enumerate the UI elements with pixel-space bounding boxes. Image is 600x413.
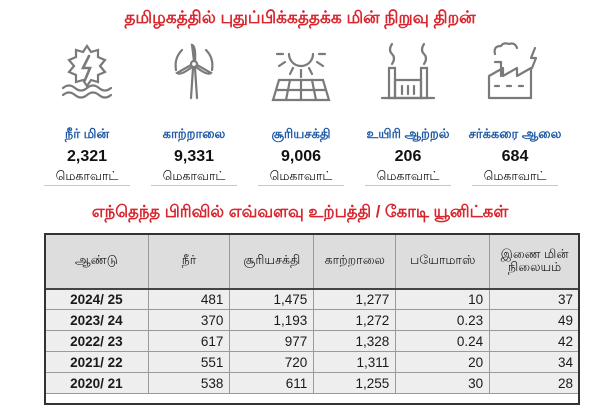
value-cell: 20 bbox=[396, 352, 490, 373]
value-cell: 0.23 bbox=[396, 310, 490, 331]
card-value: 9,006 bbox=[280, 148, 322, 165]
divider bbox=[472, 185, 558, 186]
card-unit: மெகாவாட் bbox=[55, 169, 119, 183]
divider bbox=[151, 185, 237, 186]
year-cell: 2020/ 21 bbox=[45, 373, 149, 394]
value-cell: 370 bbox=[148, 310, 230, 331]
year-cell: 2024/ 25 bbox=[45, 289, 149, 310]
biomass-plant-icon bbox=[378, 40, 438, 102]
divider bbox=[44, 185, 130, 186]
divider bbox=[258, 185, 344, 186]
card-label: சர்க்கரை ஆலை bbox=[468, 126, 562, 141]
hydro-power-icon bbox=[57, 40, 117, 102]
table-body bbox=[45, 289, 580, 394]
card-unit: மெகாவாட் bbox=[162, 169, 226, 183]
value-cell: 49 bbox=[490, 310, 580, 331]
value-cell: 1,193 bbox=[230, 310, 314, 331]
col-header-solar: சூரியசக்தி bbox=[230, 234, 314, 289]
value-cell: 720 bbox=[230, 352, 314, 373]
card-sugar-mill bbox=[464, 38, 566, 188]
col-header-year: ஆண்டு bbox=[45, 234, 149, 289]
value-cell: 42 bbox=[490, 331, 580, 352]
value-cell: 617 bbox=[148, 331, 230, 352]
col-header-cogen: இணை மின் நிலையம் bbox=[490, 234, 580, 289]
value-cell: 977 bbox=[230, 331, 314, 352]
card-value: 206 bbox=[394, 148, 422, 165]
value-cell: 1,272 bbox=[314, 310, 396, 331]
value-cell: 1,255 bbox=[314, 373, 396, 394]
card-hydro bbox=[36, 38, 138, 188]
sugar-factory-icon bbox=[485, 40, 545, 102]
col-header-hydro: நீர் bbox=[148, 234, 230, 289]
generation-table bbox=[44, 233, 580, 394]
value-cell: 34 bbox=[490, 352, 580, 373]
card-wind bbox=[143, 38, 245, 188]
value-cell: 481 bbox=[148, 289, 230, 310]
value-cell: 538 bbox=[148, 373, 230, 394]
card-label: உயிரி ஆற்றல் bbox=[366, 126, 450, 141]
card-label: சூரியசக்தி bbox=[271, 126, 331, 141]
value-cell: 0.24 bbox=[396, 331, 490, 352]
page-title: தமிழகத்தில் புதுப்பிக்கத்தக்க மின் நிறுவு திறன் bbox=[124, 8, 476, 27]
table-row bbox=[45, 331, 580, 352]
col-header-biomass: பயோமாஸ் bbox=[396, 234, 490, 289]
card-value: 684 bbox=[501, 148, 529, 165]
value-cell: 10 bbox=[396, 289, 490, 310]
table-row bbox=[45, 289, 580, 310]
year-cell: 2022/ 23 bbox=[45, 331, 149, 352]
table-row bbox=[45, 373, 580, 394]
value-cell: 1,328 bbox=[314, 331, 396, 352]
card-value: 2,321 bbox=[66, 148, 108, 165]
card-biomass bbox=[357, 38, 459, 188]
table-title: எந்தெந்த பிரிவில் எவ்வளவு உற்பத்தி / கோடி யூனிட்கள் bbox=[91, 203, 509, 221]
value-cell: 1,475 bbox=[230, 289, 314, 310]
solar-panel-icon bbox=[271, 40, 331, 102]
table-header-row bbox=[45, 234, 580, 289]
year-cell: 2021/ 22 bbox=[45, 352, 149, 373]
card-unit: மெகாவாட் bbox=[483, 169, 547, 183]
card-value: 9,331 bbox=[173, 148, 215, 165]
wind-turbine-icon bbox=[164, 40, 224, 102]
col-header-wind: காற்றாலை bbox=[314, 234, 396, 289]
value-cell: 1,277 bbox=[314, 289, 396, 310]
value-cell: 30 bbox=[396, 373, 490, 394]
card-unit: மெகாவாட் bbox=[269, 169, 333, 183]
value-cell: 28 bbox=[490, 373, 580, 394]
divider bbox=[365, 185, 451, 186]
card-solar bbox=[250, 38, 352, 188]
card-label: நீர் மின் bbox=[64, 126, 110, 141]
year-cell: 2023/ 24 bbox=[45, 310, 149, 331]
capacity-cards bbox=[36, 38, 566, 188]
card-unit: மெகாவாட் bbox=[376, 169, 440, 183]
value-cell: 611 bbox=[230, 373, 314, 394]
value-cell: 1,311 bbox=[314, 352, 396, 373]
card-label: காற்றாலை bbox=[162, 126, 226, 141]
table-row bbox=[45, 310, 580, 331]
value-cell: 551 bbox=[148, 352, 230, 373]
value-cell: 37 bbox=[490, 289, 580, 310]
table-row bbox=[45, 352, 580, 373]
